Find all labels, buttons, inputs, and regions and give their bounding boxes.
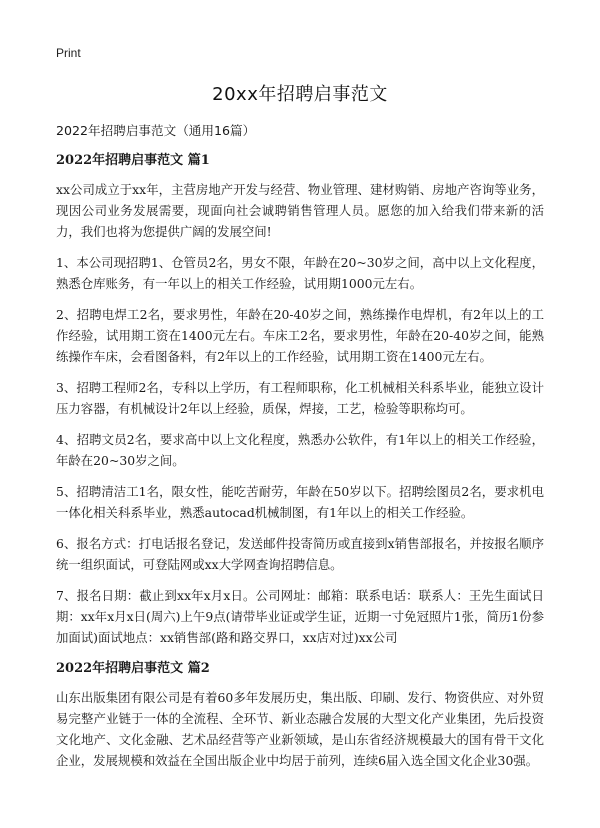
- paragraph: 山东出版集团有限公司是有着60多年发展历史，集出版、印刷、发行、物资供应、对外贸易完整产业链于一体的全流程、全环节、新业态融合发展的大型文化产业集团，先后投资文化地产、文化金融、艺术品经营等产业新领域，是山东省经济规模最大的国有骨干文化企业，发展规模和效益在全国出版企业中均居于前列，连续6届入选全国文化企业30强。: [56, 690, 544, 768]
- document-body: [56, 120, 544, 781]
- paragraph: 3、招聘工程师2名，专科以上学历，有工程师职称，化工机械相关科系毕业，能独立设计压力容器，有机械设计2年以上经验，质保，焊接，工艺，检验等职称均可。: [56, 380, 544, 416]
- document-subtitle: 2022年招聘启事范文（通用16篇）: [56, 123, 256, 138]
- paragraph: 4、招聘文员2名，要求高中以上文化程度，熟悉办公软件，有1年以上的相关工作经验，年龄在20~30岁之间。: [56, 432, 544, 468]
- paragraph: 1、本公司现招聘1、仓管员2名，男女不限，年龄在20~30岁之间，高中以上文化程度，熟悉仓库账务，有一年以上的相关工作经验，试用期1000元左右。: [56, 255, 544, 291]
- print-label[interactable]: Print: [56, 46, 81, 60]
- section-title: 2022年招聘启事范文 篇1: [56, 153, 210, 168]
- section-2: [56, 658, 544, 771]
- paragraph: xx公司成立于xx年，主营房地产开发与经营、物业管理、建材购销、房地产咨询等业务，现因公司业务发展需要，现面向社会诚聘销售管理人员。愿您的加入给我们带来新的活力，我们也将为您提供广阔的发展空间!: [56, 182, 544, 239]
- section-1: [56, 150, 544, 648]
- paragraph: 2、招聘电焊工2名，要求男性，年龄在20-40岁之间，熟练操作电焊机，有2年以上的工作经验，试用期工资在1400元左右。车床工2名，要求男性，年龄在20-40岁之间，能熟练操作车床，会看图备料，有2年以上的工作经验，试用期工资在1400元左右。: [56, 307, 544, 364]
- paragraph: 6、报名方式：打电话报名登记，发送邮件投寄简历或直接到x销售部报名，并按报名顺序统一组织面试，可登陆网或xx大学网查询招聘信息。: [56, 536, 544, 572]
- paragraph: 5、招聘清洁工1名，限女性，能吃苦耐劳，年龄在50岁以下。招聘绘图员2名，要求机电一体化相关科系毕业，熟悉autocad机械制图，有1年以上的相关工作经验。: [56, 484, 544, 520]
- document-title: 20xx年招聘启事范文: [212, 84, 388, 105]
- paragraph: 7、报名日期：截止到xx年x月x日。公司网址：邮箱：联系电话：联系人：王先生面试日期：xx年x月x日(周六)上午9点(请带毕业证或学生证，近期一寸免冠照片1张，简历1份参加面试)面试地点：xx销售部(路和路交界口，xx店对过)xx公司: [56, 588, 544, 645]
- section-title: 2022年招聘启事范文 篇2: [56, 661, 210, 676]
